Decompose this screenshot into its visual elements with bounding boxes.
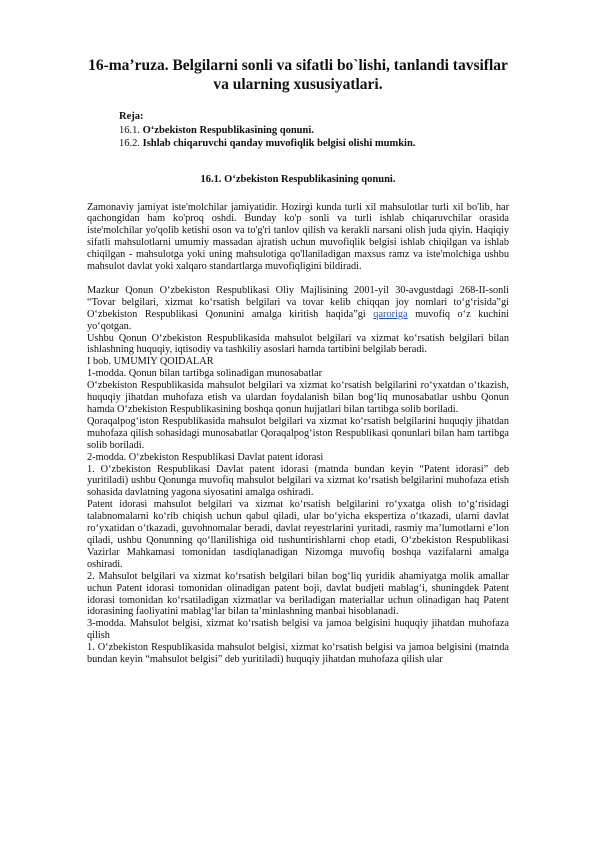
plan-item-number: 16.2. (119, 138, 140, 149)
plan-item (119, 137, 509, 151)
paragraph: O‘zbekiston Respublikasida mahsulot belgilari va xizmat ko‘rsatish belgilarini ro‘yxatdan o‘tkazish, huquqiy jihatdan muhofaza etish va ulardan foydalanish bilan bog‘liq munosabatlar ushbu Qonun hamda O‘zbekiston Respublikasining boshqa qonun hujjatlari bilan tartibga solib boriladi. (87, 380, 509, 415)
paragraph: 1. O‘zbekiston Respublikasi Davlat patent idorasi (matnda bundan keyin “Patent idorasi” deb yuritiladi) ushbu Qonunga muvofiq mahsulot belgilari va xizmat ko‘rsatish belgilarini muhofaza etish sohasida davlatning yagona siyosatini amalga oshiradi. (87, 463, 509, 499)
section-title: 16.1. O‘zbekiston Respublikasining qonuni. (200, 173, 396, 185)
paragraph: Patent idorasi mahsulot belgilari va xizmat ko‘rsatish belgilarini ro‘yxatga olish to‘g‘risidagi talabnomalarni ko‘rib chiqish uchun qabul qiladi, ular bo‘yicha ekspertiza o‘tkazadi, ularni davlat ro‘yxatidan o‘tkazadi, guvohnomalar beradi, davlat reyestrlarini yuritadi, rasmiy ma’lumotlarni e’lon qiladi, ushbu Qonunning qo‘llanilishiga oid tushuntirishlarni chop etadi, O‘zbekiston Respublikasi Vazirlar Mahkamasi tomonidan tasdiqlanadigan Nizomga muvofiq boshqa vazifalarni amalga oshiradi. (87, 499, 509, 570)
paragraph: 2. Mahsulot belgilari va xizmat ko‘rsatish belgilari bilan bog‘liq yuridik ahamiyatga molik amallar uchun Patent idorasi tomonidan olinadigan patent boji, davlat budjeti mablag‘i, shuningdek Patent idorasi tomonidan ko‘rsatiladigan xizmatlar va beriladigan materiallar uchun olinadigan haq Patent idorasining faoliyatini mablag‘lar bilan ta’minlashning manbai hisoblanadi. (87, 570, 509, 618)
paragraph-gap (87, 273, 509, 285)
plan-label: Reja: (119, 111, 144, 122)
law-intro-text: Mazkur Qonun O‘zbekiston Respublikasi Oliy Majlisining 2001-yil 30-avgustdagi 268-II-sonli “Tovar belgilari, xizmat ko‘rsatish belgilari va tovar kelib chiqqan joy nomlari to‘g‘risida”gi O‘zbekiston Respublikasi Qonunini amalga kiritish haqida”gi (87, 284, 509, 320)
body-text (87, 202, 509, 666)
paragraph: 1. O‘zbekiston Respublikasida mahsulot belgisi, xizmat ko‘rsatish belgisi va jamoa belgisini (matnda bundan keyin “mahsulot belgisi” deb yuritiladi) huquqiy jihatdan muhofaza qilish ular (87, 642, 509, 666)
paragraph: Qoraqalpog‘iston Respublikasida mahsulot belgilari va xizmat ko‘rsatish belgilarini huquqiy jihatdan muhofaza qilish sohasidagi munosabatlar Qoraqalpog‘iston Respublikasi qonunlari bilan ham tartibga solib boriladi. (87, 415, 509, 451)
plan-item (119, 124, 509, 138)
intro-paragraph: Zamonaviy jamiyat iste'molchilar jamiyatidir. Hozirgi kunda turli xil mahsulotlar turli xil bo'lib, har qachongidan ham ko'proq oshdi. Bunday ko'p sonli va turli ishlab chiqaruvchilar orasida iste'molchilar yo'qolib ketishi oson va to'g'ri tanlov qilish va kerakli narsani olish juda qiyin. Haqiqiy sifatli mahsulotlarni umumiy massadan ajratish uchun muvofiqlik belgisi ishlab chiqilgan va ishlab chiqilgan - mahsulotga yoki uning mahsulotiga qo'llaniladigan maxsus ramz va iste'molchiga ushbu mahsulot davlat yoki xalqaro standartlarga muvofiqligini bildiradi. (87, 201, 509, 273)
plan-block (87, 110, 509, 151)
plan-item-number: 16.1. (119, 124, 140, 136)
article-heading: 1-modda. Qonun bilan tartibga solinadigan munosabatlar (87, 368, 323, 380)
qaroriga-link[interactable]: qaroriga (373, 308, 408, 320)
plan-item-text: Ishlab chiqaruvchi qanday muvofiqlik belgisi olishi mumkin. (142, 138, 416, 149)
article-heading: 3-modda. Mahsulot belgisi, xizmat ko‘rsatish belgisi va jamoa belgisini huquqiy jihatdan muhofaza qilish (87, 618, 509, 642)
plan-item-text: O‘zbekiston Respublikasining qonuni. (142, 124, 314, 136)
chapter-heading: I bob. UMUMIY QOIDALAR (87, 356, 214, 368)
paragraph: Ushbu Qonun O‘zbekiston Respublikasida mahsulot belgilari va xizmat ko‘rsatish belgilari bilan ishlashning huquqiy, iqtisodiy va tashkiliy asoslari hamda tartibini belgilab beradi. (87, 332, 509, 356)
article-heading: 2-modda. O‘zbekiston Respublikasi Davlat patent idorasi (87, 451, 324, 463)
law-intro-tail: muvofiq o‘z kuchini yo‘qotgan. (87, 308, 510, 332)
lecture-title: 16-ma’ruza. Belgilarni sonli va sifatli bo`lishi, tanlandi tavsiflar va ularning xususiyatlari. (88, 57, 508, 93)
law-intro-paragraph (87, 285, 509, 333)
